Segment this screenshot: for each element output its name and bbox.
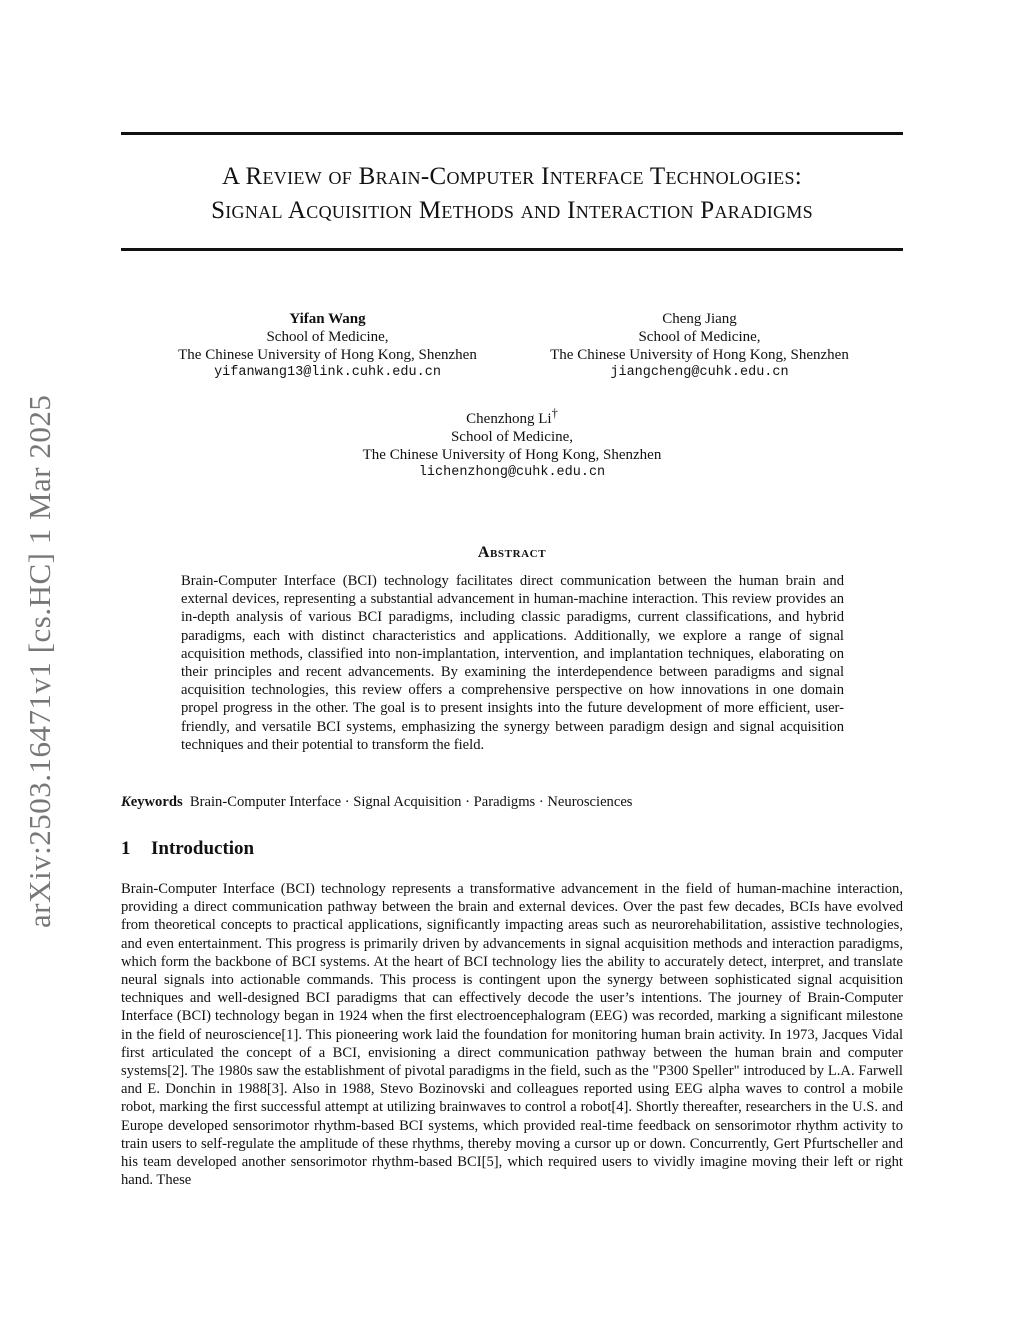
author-org: The Chinese University of Hong Kong, Shenzhen xyxy=(178,347,477,363)
section-title: Introduction xyxy=(151,838,255,859)
abstract-text: Brain-Computer Interface (BCI) technology facilitates direct communication between the human brain and external devices, representing a substantial advancement in human-machine interaction. This review provides an in-depth analysis of various BCI paradigms, including classic paradigms, current classifications, and hybrid paradigms, each with distinct characteristics and applications. Additionally, we explore a range of signal acquisition methods, classified into non-implantation, intervention, and implantation techniques, elaborating on their principles and recent advancements. By examining the interdependence between paradigms and signal acquisition technologies, this review offers a comprehensive perspective on how innovations in one domain propel progress in the other. The goal is to present insights into the future development of more efficient, user-friendly, and versatile BCI systems, emphasizing the synergy between paradigm design and signal acquisition techniques and their potential to transform the field. xyxy=(181,573,844,753)
abstract-heading: Abstract xyxy=(477,544,547,561)
author-email[interactable]: yifanwang13@link.cuhk.edu.cn xyxy=(214,365,441,380)
title-rule-top xyxy=(121,132,903,135)
paper-title xyxy=(121,160,903,228)
title-line-1: A Review of Brain-Computer Interface Technologies: xyxy=(221,163,802,190)
section-number: 1 xyxy=(121,838,131,859)
title-rule-bottom xyxy=(121,248,903,251)
author-email[interactable]: jiangcheng@cuhk.edu.cn xyxy=(610,365,789,380)
author-block-1 xyxy=(140,310,515,382)
author-block-2 xyxy=(512,310,887,382)
corresponding-mark: † xyxy=(551,406,558,420)
author-dept: School of Medicine, xyxy=(266,329,389,345)
author-name: Cheng Jiang xyxy=(662,311,737,327)
author-name-line xyxy=(320,404,704,428)
keywords-label-initial: K xyxy=(121,794,131,810)
title-line-2: Signal Acquisition Methods and Interaction Paradigms xyxy=(211,197,813,224)
author-block-3 xyxy=(320,404,704,482)
author-dept: School of Medicine, xyxy=(638,329,761,345)
keywords-text: Brain-Computer Interface · Signal Acquisition · Paradigms · Neurosciences xyxy=(189,794,633,810)
author-email[interactable]: lichenzhong@cuhk.edu.cn xyxy=(418,465,606,480)
keywords-line xyxy=(121,794,632,811)
author-org: The Chinese University of Hong Kong, Shenzhen xyxy=(550,347,849,363)
keywords-label-rest: eywords xyxy=(130,794,183,810)
author-name: Yifan Wang xyxy=(289,311,366,327)
arxiv-side-label[interactable]: arXiv:2503.16471v1 [cs.HC] 1 Mar 2025 xyxy=(22,394,57,928)
author-name: Chenzhong Li xyxy=(466,411,552,427)
introduction-text: Brain-Computer Interface (BCI) technology represents a transformative advancement in the field of human-machine interaction, providing a direct communication pathway between the brain and external devices. Over the past few decades, BCIs have evolved from theoretical concepts to practical applications, significantly impacting areas such as neurorehabilitation, assistive technologies, and even entertainment. This progress is primarily driven by advancements in signal acquisition methods and interaction paradigms, which form the backbone of BCI systems. At the heart of BCI technology lies the ability to accurately detect, interpret, and translate neural signals into actionable commands. This process is contingent upon the synergy between sophisticated signal acquisition techniques and well-designed BCI paradigms that can effectively decode the user’s intentions. The journey of Brain-Computer Interface (BCI) technology began in 1924 when the first electroencephalogram (EEG) was recorded, marking a significant milestone in the field of neuroscience[1]. This pioneering work laid the foundation for monitoring human brain activity. In 1973, Jacques Vidal first articulated the concept of a BCI, envisioning a direct communication pathway between the human brain and computer systems[2]. The 1980s saw the establishment of pivotal paradigms in the field, such as the "P300 Speller" introduced by L.A. Farwell and E. Donchin in 1988[3]. Also in 1988, Stevo Bozinovski and colleagues reported using EEG alpha waves to control a mobile robot, marking the first successful attempt at utilizing brainwaves to control a robot[4]. Shortly thereafter, researchers in the U.S. and Europe developed sensorimotor rhythm-based BCI systems, which provided real-time feedback on sensorimotor rhythm activity to train users to self-regulate the amplitude of these rhythms, thereby moving a cursor up or down. Concurrently, Gert Pfurtscheller and his team developed another sensorimotor rhythm-based BCI[5], which required users to vividly imagine moving their left or right hand. These xyxy=(121,881,903,1189)
keywords-label xyxy=(121,794,183,810)
author-dept: School of Medicine, xyxy=(450,429,574,445)
section-heading xyxy=(121,838,254,860)
author-org: The Chinese University of Hong Kong, Shenzhen xyxy=(362,447,662,463)
